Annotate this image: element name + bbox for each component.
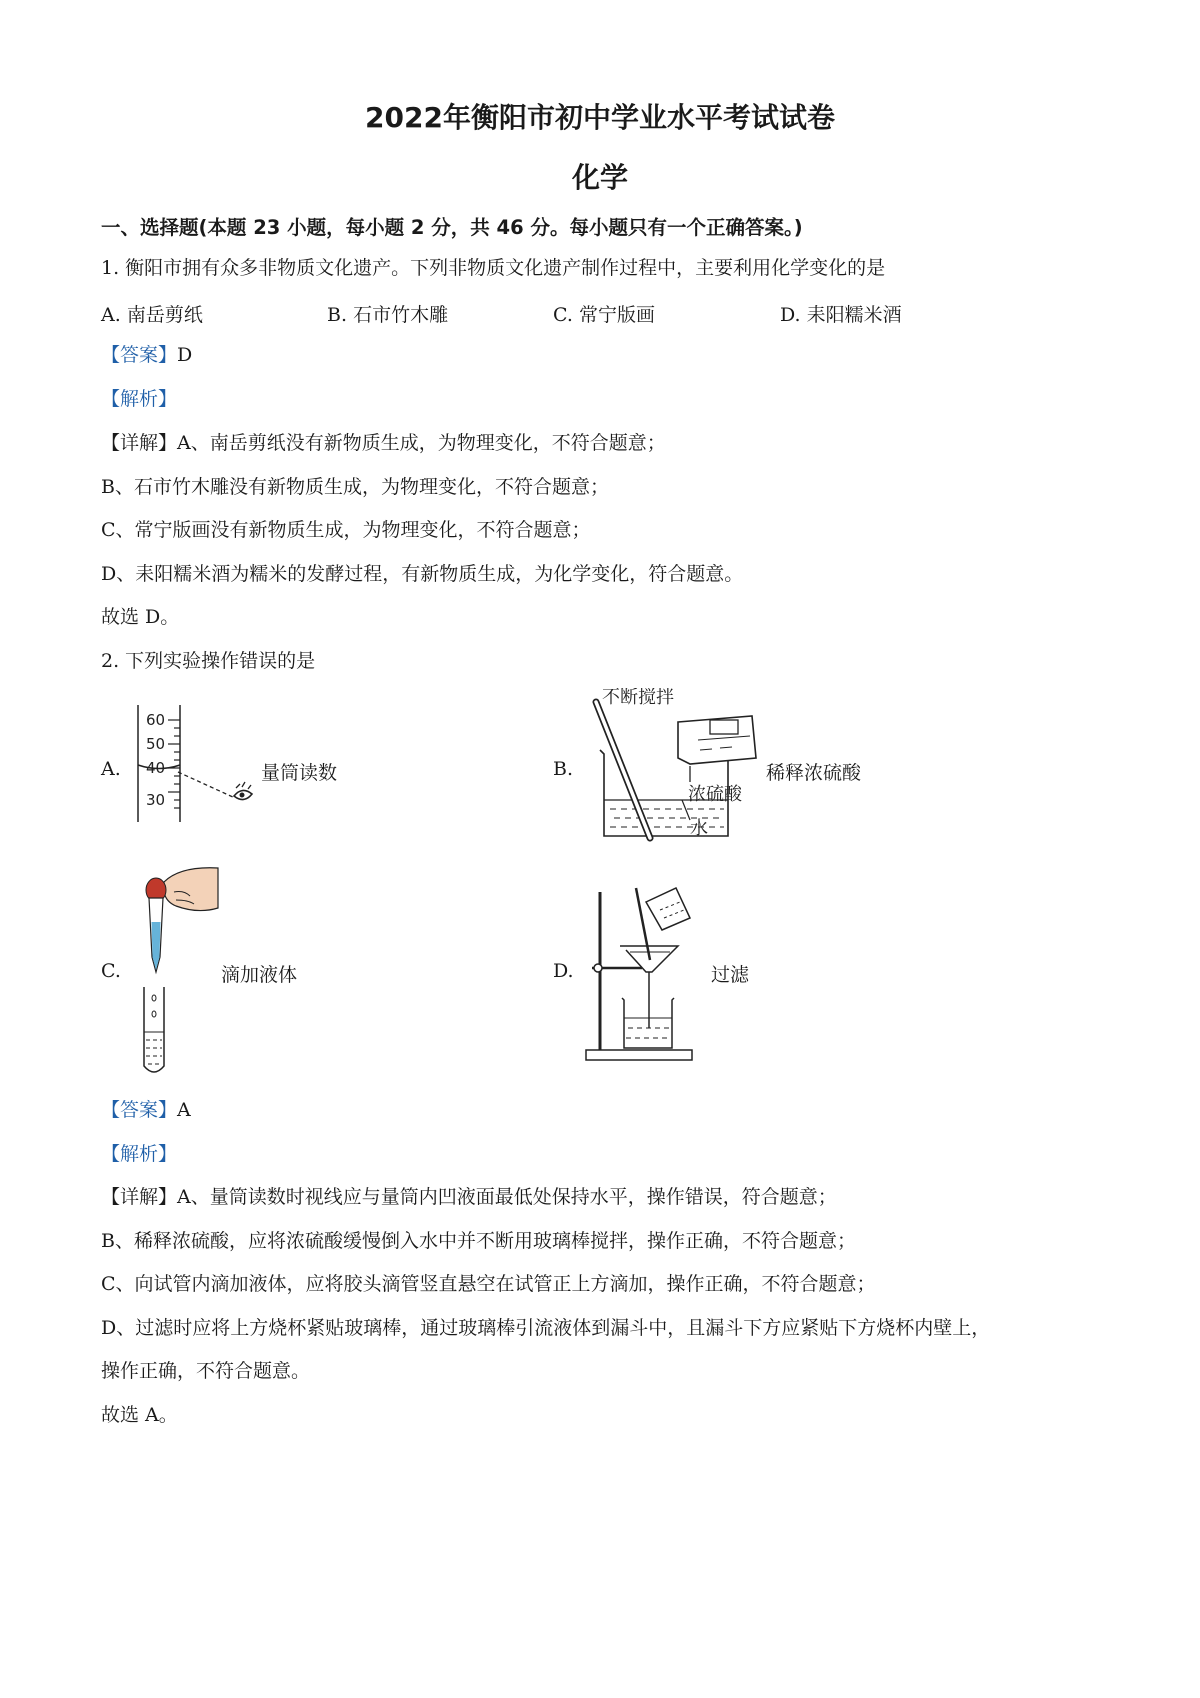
option-text: 耒阳糯米酒	[806, 304, 902, 326]
q2-detail-line: C、向试管内滴加液体，应将胶头滴管竖直悬空在试管正上方滴加，操作正确，不符合题意；	[101, 1273, 876, 1295]
q1-option-b	[327, 300, 448, 327]
q1-option-d	[780, 300, 902, 327]
q2-conclusion: 故选 A。	[101, 1404, 178, 1426]
q2-analysis-label: 【解析】	[101, 1143, 178, 1165]
q2-option-c-letter: C.	[101, 960, 121, 982]
answer-label: 【答案】	[101, 344, 178, 366]
stir-label: 不断搅拌	[602, 688, 674, 708]
answer-value: D	[177, 344, 193, 366]
scale-label: 60	[146, 711, 166, 729]
scale-label: 40	[146, 759, 166, 777]
answer-value: A	[177, 1099, 191, 1121]
acid-bottle	[678, 716, 756, 764]
water-label: 水	[690, 818, 708, 839]
q1-answer	[101, 343, 192, 367]
q2-option-a-caption: 量筒读数	[261, 762, 338, 784]
q1-detail-line: B、石市竹木雕没有新物质生成，为物理变化，不符合题意；	[101, 476, 609, 498]
q2-option-d-caption: 过滤	[711, 964, 750, 986]
option-letter: D.	[780, 304, 801, 326]
q1-detail-line: 【详解】A、南岳剪纸没有新物质生成，为物理变化，不符合题意；	[101, 432, 666, 454]
q2-detail-line: D、过滤时应将上方烧杯紧贴玻璃棒，通过玻璃棒引流液体到漏斗中，且漏斗下方应紧贴下方烧杯内壁上，	[101, 1317, 991, 1339]
pouring-beaker	[646, 888, 690, 930]
section-heading: 一、选择题(本题 23 小题，每小题 2 分，共 46 分。每小题只有一个正确答案。)	[101, 216, 803, 239]
option-text: 石市竹木雕	[353, 304, 449, 326]
q2-stem: 2. 下列实验操作错误的是	[101, 650, 316, 672]
eye-icon	[234, 782, 252, 800]
q2-option-b-caption: 稀释浓硫酸	[766, 762, 862, 784]
graduated-cylinder-figure	[130, 700, 270, 825]
q1-stem: 1. 衡阳市拥有众多非物质文化遗产。下列非物质文化遗产制作过程中，主要利用化学变化的是	[101, 257, 886, 279]
option-letter: C.	[553, 304, 573, 326]
q1-detail-line: D、耒阳糯米酒为糯米的发酵过程，有新物质生成，为化学变化，符合题意。	[101, 563, 744, 585]
q2-detail-line: B、稀释浓硫酸，应将浓硫酸缓慢倒入水中并不断用玻璃棒搅拌，操作正确，不符合题意；	[101, 1230, 856, 1252]
page-title: 2022年衡阳市初中学业水平考试试卷	[365, 101, 835, 134]
q2-detail-line: 【详解】A、量筒读数时视线应与量筒内凹液面最低处保持水平，操作错误，符合题意；	[101, 1186, 837, 1208]
q1-analysis-label: 【解析】	[101, 388, 178, 410]
scale-label: 50	[146, 735, 166, 753]
q2-option-b-letter: B.	[553, 758, 574, 780]
acid-label: 浓硫酸	[688, 784, 742, 805]
answer-label: 【答案】	[101, 1099, 178, 1121]
dropper-figure	[128, 862, 228, 1080]
scale-label: 30	[146, 791, 166, 809]
q2-option-c-caption: 滴加液体	[221, 964, 298, 986]
q1-detail-line: C、常宁版画没有新物质生成，为物理变化，不符合题意；	[101, 519, 591, 541]
q1-conclusion: 故选 D。	[101, 606, 180, 628]
option-text: 南岳剪纸	[126, 304, 203, 326]
dilution-figure	[580, 688, 770, 846]
subject-title: 化学	[571, 161, 628, 194]
filtration-figure	[580, 880, 700, 1065]
q2-option-a-letter: A.	[101, 758, 121, 780]
option-letter: B.	[327, 304, 348, 326]
q2-option-d-letter: D.	[553, 960, 574, 982]
q1-option-c	[553, 300, 655, 327]
q2-answer	[101, 1098, 191, 1122]
q1-option-a	[101, 300, 203, 327]
hand-icon	[164, 868, 218, 911]
option-text: 常宁版画	[578, 304, 655, 326]
option-letter: A.	[101, 304, 121, 326]
q2-detail-line: 操作正确，不符合题意。	[101, 1360, 311, 1382]
